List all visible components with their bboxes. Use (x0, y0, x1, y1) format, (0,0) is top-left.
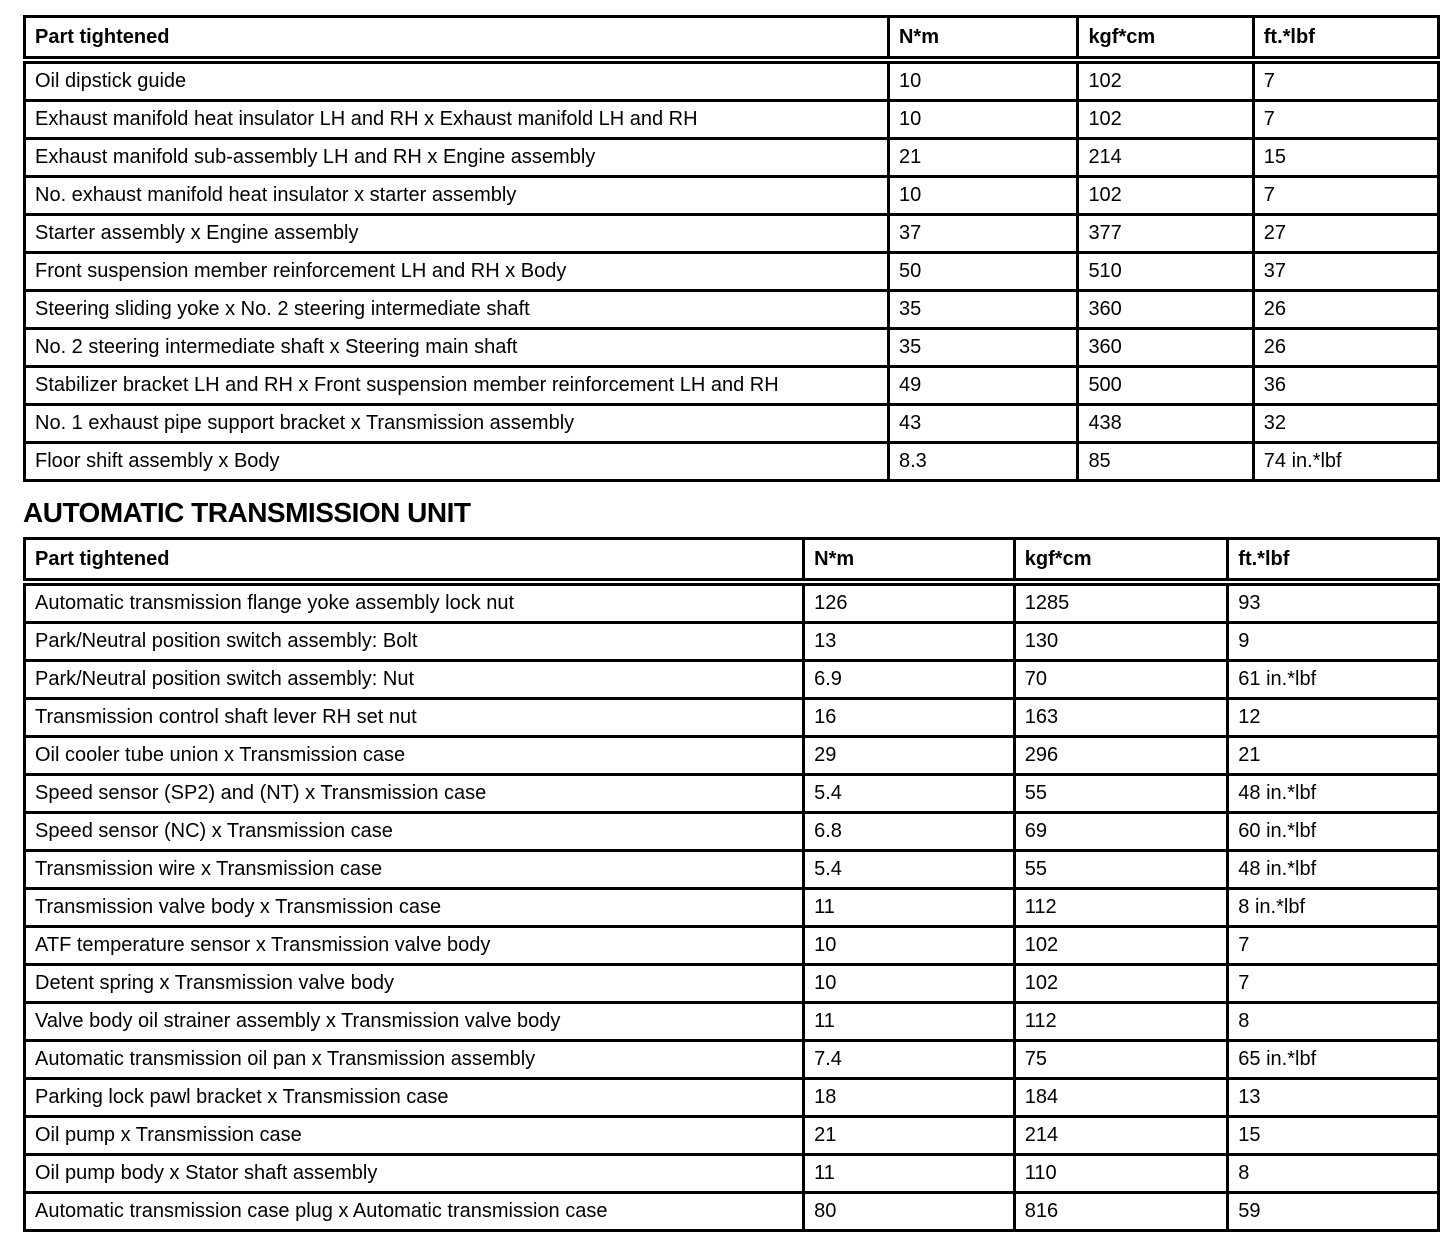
part-tightened-cell: Stabilizer bracket LH and RH x Front suspension member reinforcement LH and RH (25, 367, 889, 405)
nm-value-cell: 10 (888, 177, 1077, 215)
nm-value-cell: 50 (888, 253, 1077, 291)
part-tightened-cell: No. 2 steering intermediate shaft x Steering main shaft (25, 329, 889, 367)
ftlbf-value-cell: 7 (1253, 101, 1438, 139)
kgfcm-value-cell: 102 (1014, 927, 1228, 965)
kgfcm-value-cell: 75 (1014, 1041, 1228, 1079)
part-tightened-cell: Parking lock pawl bracket x Transmission case (25, 1079, 804, 1117)
part-tightened-cell: No. exhaust manifold heat insulator x starter assembly (25, 177, 889, 215)
nm-value-cell: 11 (804, 1003, 1015, 1041)
kgfcm-value-cell: 816 (1014, 1193, 1228, 1231)
table-row (25, 813, 1439, 851)
column-header-part: Part tightened (25, 539, 804, 583)
nm-value-cell: 5.4 (804, 851, 1015, 889)
part-tightened-cell: Park/Neutral position switch assembly: Nut (25, 661, 804, 699)
ftlbf-value-cell: 7 (1253, 177, 1438, 215)
table-row (25, 1117, 1439, 1155)
table-row (25, 889, 1439, 927)
part-tightened-cell: Front suspension member reinforcement LH and RH x Body (25, 253, 889, 291)
kgfcm-value-cell: 102 (1078, 101, 1253, 139)
ftlbf-value-cell: 93 (1228, 582, 1439, 623)
ftlbf-value-cell: 7 (1253, 60, 1438, 101)
ftlbf-value-cell: 48 in.*lbf (1228, 851, 1439, 889)
ftlbf-value-cell: 7 (1228, 927, 1439, 965)
table-header (25, 17, 1439, 61)
kgfcm-value-cell: 110 (1014, 1155, 1228, 1193)
ftlbf-value-cell: 9 (1228, 623, 1439, 661)
kgfcm-value-cell: 438 (1078, 405, 1253, 443)
kgfcm-value-cell: 500 (1078, 367, 1253, 405)
table-row (25, 1193, 1439, 1231)
ftlbf-value-cell: 65 in.*lbf (1228, 1041, 1439, 1079)
part-tightened-cell: Oil pump body x Stator shaft assembly (25, 1155, 804, 1193)
column-header-kgfcm: kgf*cm (1014, 539, 1228, 583)
automatic-transmission-torque-spec-table (23, 537, 1440, 1232)
nm-value-cell: 35 (888, 291, 1077, 329)
part-tightened-cell: Starter assembly x Engine assembly (25, 215, 889, 253)
ftlbf-value-cell: 37 (1253, 253, 1438, 291)
kgfcm-value-cell: 184 (1014, 1079, 1228, 1117)
kgfcm-value-cell: 55 (1014, 851, 1228, 889)
table-row (25, 405, 1439, 443)
kgfcm-value-cell: 360 (1078, 291, 1253, 329)
nm-value-cell: 43 (888, 405, 1077, 443)
nm-value-cell: 10 (888, 60, 1077, 101)
part-tightened-cell: Exhaust manifold sub-assembly LH and RH x Engine assembly (25, 139, 889, 177)
part-tightened-cell: Transmission valve body x Transmission case (25, 889, 804, 927)
nm-value-cell: 10 (804, 965, 1015, 1003)
part-tightened-cell: Park/Neutral position switch assembly: Bolt (25, 623, 804, 661)
column-header-ftlbf: ft.*lbf (1253, 17, 1438, 61)
table-row (25, 699, 1439, 737)
part-tightened-cell: ATF temperature sensor x Transmission valve body (25, 927, 804, 965)
ftlbf-value-cell: 15 (1253, 139, 1438, 177)
kgfcm-value-cell: 102 (1014, 965, 1228, 1003)
ftlbf-value-cell: 26 (1253, 329, 1438, 367)
column-header-nm: N*m (804, 539, 1015, 583)
kgfcm-value-cell: 85 (1078, 443, 1253, 481)
table-row (25, 60, 1439, 101)
table-row (25, 1003, 1439, 1041)
ftlbf-value-cell: 8 (1228, 1155, 1439, 1193)
part-tightened-cell: Steering sliding yoke x No. 2 steering intermediate shaft (25, 291, 889, 329)
section-heading-automatic-transmission-unit: AUTOMATIC TRANSMISSION UNIT (23, 497, 471, 528)
part-tightened-cell: Transmission control shaft lever RH set nut (25, 699, 804, 737)
table-row (25, 775, 1439, 813)
part-tightened-cell: Oil cooler tube union x Transmission case (25, 737, 804, 775)
table-row (25, 101, 1439, 139)
part-tightened-cell: Detent spring x Transmission valve body (25, 965, 804, 1003)
ftlbf-value-cell: 32 (1253, 405, 1438, 443)
table-body (25, 582, 1439, 1231)
nm-value-cell: 5.4 (804, 775, 1015, 813)
table-row (25, 851, 1439, 889)
table-row (25, 1041, 1439, 1079)
table-body (25, 60, 1439, 481)
nm-value-cell: 18 (804, 1079, 1015, 1117)
table-row (25, 1079, 1439, 1117)
nm-value-cell: 16 (804, 699, 1015, 737)
ftlbf-value-cell: 48 in.*lbf (1228, 775, 1439, 813)
table-row (25, 291, 1439, 329)
column-header-part: Part tightened (25, 17, 889, 61)
nm-value-cell: 7.4 (804, 1041, 1015, 1079)
kgfcm-value-cell: 70 (1014, 661, 1228, 699)
part-tightened-cell: Oil dipstick guide (25, 60, 889, 101)
table-row (25, 367, 1439, 405)
ftlbf-value-cell: 60 in.*lbf (1228, 813, 1439, 851)
kgfcm-value-cell: 360 (1078, 329, 1253, 367)
kgfcm-value-cell: 55 (1014, 775, 1228, 813)
table-row (25, 965, 1439, 1003)
table-row (25, 623, 1439, 661)
ftlbf-value-cell: 21 (1228, 737, 1439, 775)
nm-value-cell: 8.3 (888, 443, 1077, 481)
ftlbf-value-cell: 61 in.*lbf (1228, 661, 1439, 699)
part-tightened-cell: No. 1 exhaust pipe support bracket x Transmission assembly (25, 405, 889, 443)
kgfcm-value-cell: 163 (1014, 699, 1228, 737)
table-row (25, 661, 1439, 699)
table-row (25, 927, 1439, 965)
ftlbf-value-cell: 12 (1228, 699, 1439, 737)
table-row (25, 1155, 1439, 1193)
part-tightened-cell: Automatic transmission flange yoke assembly lock nut (25, 582, 804, 623)
part-tightened-cell: Valve body oil strainer assembly x Transmission valve body (25, 1003, 804, 1041)
kgfcm-value-cell: 102 (1078, 177, 1253, 215)
nm-value-cell: 35 (888, 329, 1077, 367)
part-tightened-cell: Automatic transmission case plug x Automatic transmission case (25, 1193, 804, 1231)
table-row (25, 215, 1439, 253)
nm-value-cell: 126 (804, 582, 1015, 623)
column-header-nm: N*m (888, 17, 1077, 61)
nm-value-cell: 6.8 (804, 813, 1015, 851)
kgfcm-value-cell: 112 (1014, 1003, 1228, 1041)
table-row (25, 177, 1439, 215)
kgfcm-value-cell: 69 (1014, 813, 1228, 851)
table-header (25, 539, 1439, 583)
nm-value-cell: 10 (804, 927, 1015, 965)
ftlbf-value-cell: 74 in.*lbf (1253, 443, 1438, 481)
ftlbf-value-cell: 36 (1253, 367, 1438, 405)
kgfcm-value-cell: 112 (1014, 889, 1228, 927)
nm-value-cell: 6.9 (804, 661, 1015, 699)
nm-value-cell: 29 (804, 737, 1015, 775)
table-row (25, 737, 1439, 775)
table-row (25, 582, 1439, 623)
engine-torque-spec-table (23, 15, 1440, 482)
table-row (25, 253, 1439, 291)
kgfcm-value-cell: 1285 (1014, 582, 1228, 623)
kgfcm-value-cell: 214 (1014, 1117, 1228, 1155)
nm-value-cell: 21 (888, 139, 1077, 177)
table-row (25, 329, 1439, 367)
ftlbf-value-cell: 7 (1228, 965, 1439, 1003)
kgfcm-value-cell: 510 (1078, 253, 1253, 291)
part-tightened-cell: Floor shift assembly x Body (25, 443, 889, 481)
part-tightened-cell: Automatic transmission oil pan x Transmission assembly (25, 1041, 804, 1079)
nm-value-cell: 37 (888, 215, 1077, 253)
part-tightened-cell: Exhaust manifold heat insulator LH and RH x Exhaust manifold LH and RH (25, 101, 889, 139)
nm-value-cell: 49 (888, 367, 1077, 405)
ftlbf-value-cell: 26 (1253, 291, 1438, 329)
part-tightened-cell: Speed sensor (SP2) and (NT) x Transmission case (25, 775, 804, 813)
nm-value-cell: 21 (804, 1117, 1015, 1155)
column-header-ftlbf: ft.*lbf (1228, 539, 1439, 583)
part-tightened-cell: Oil pump x Transmission case (25, 1117, 804, 1155)
table-row (25, 443, 1439, 481)
kgfcm-value-cell: 214 (1078, 139, 1253, 177)
ftlbf-value-cell: 8 in.*lbf (1228, 889, 1439, 927)
ftlbf-value-cell: 27 (1253, 215, 1438, 253)
ftlbf-value-cell: 59 (1228, 1193, 1439, 1231)
nm-value-cell: 11 (804, 1155, 1015, 1193)
column-header-kgfcm: kgf*cm (1078, 17, 1253, 61)
ftlbf-value-cell: 13 (1228, 1079, 1439, 1117)
kgfcm-value-cell: 377 (1078, 215, 1253, 253)
ftlbf-value-cell: 8 (1228, 1003, 1439, 1041)
kgfcm-value-cell: 130 (1014, 623, 1228, 661)
nm-value-cell: 11 (804, 889, 1015, 927)
table-row (25, 139, 1439, 177)
kgfcm-value-cell: 102 (1078, 60, 1253, 101)
nm-value-cell: 10 (888, 101, 1077, 139)
part-tightened-cell: Transmission wire x Transmission case (25, 851, 804, 889)
kgfcm-value-cell: 296 (1014, 737, 1228, 775)
nm-value-cell: 80 (804, 1193, 1015, 1231)
part-tightened-cell: Speed sensor (NC) x Transmission case (25, 813, 804, 851)
ftlbf-value-cell: 15 (1228, 1117, 1439, 1155)
nm-value-cell: 13 (804, 623, 1015, 661)
